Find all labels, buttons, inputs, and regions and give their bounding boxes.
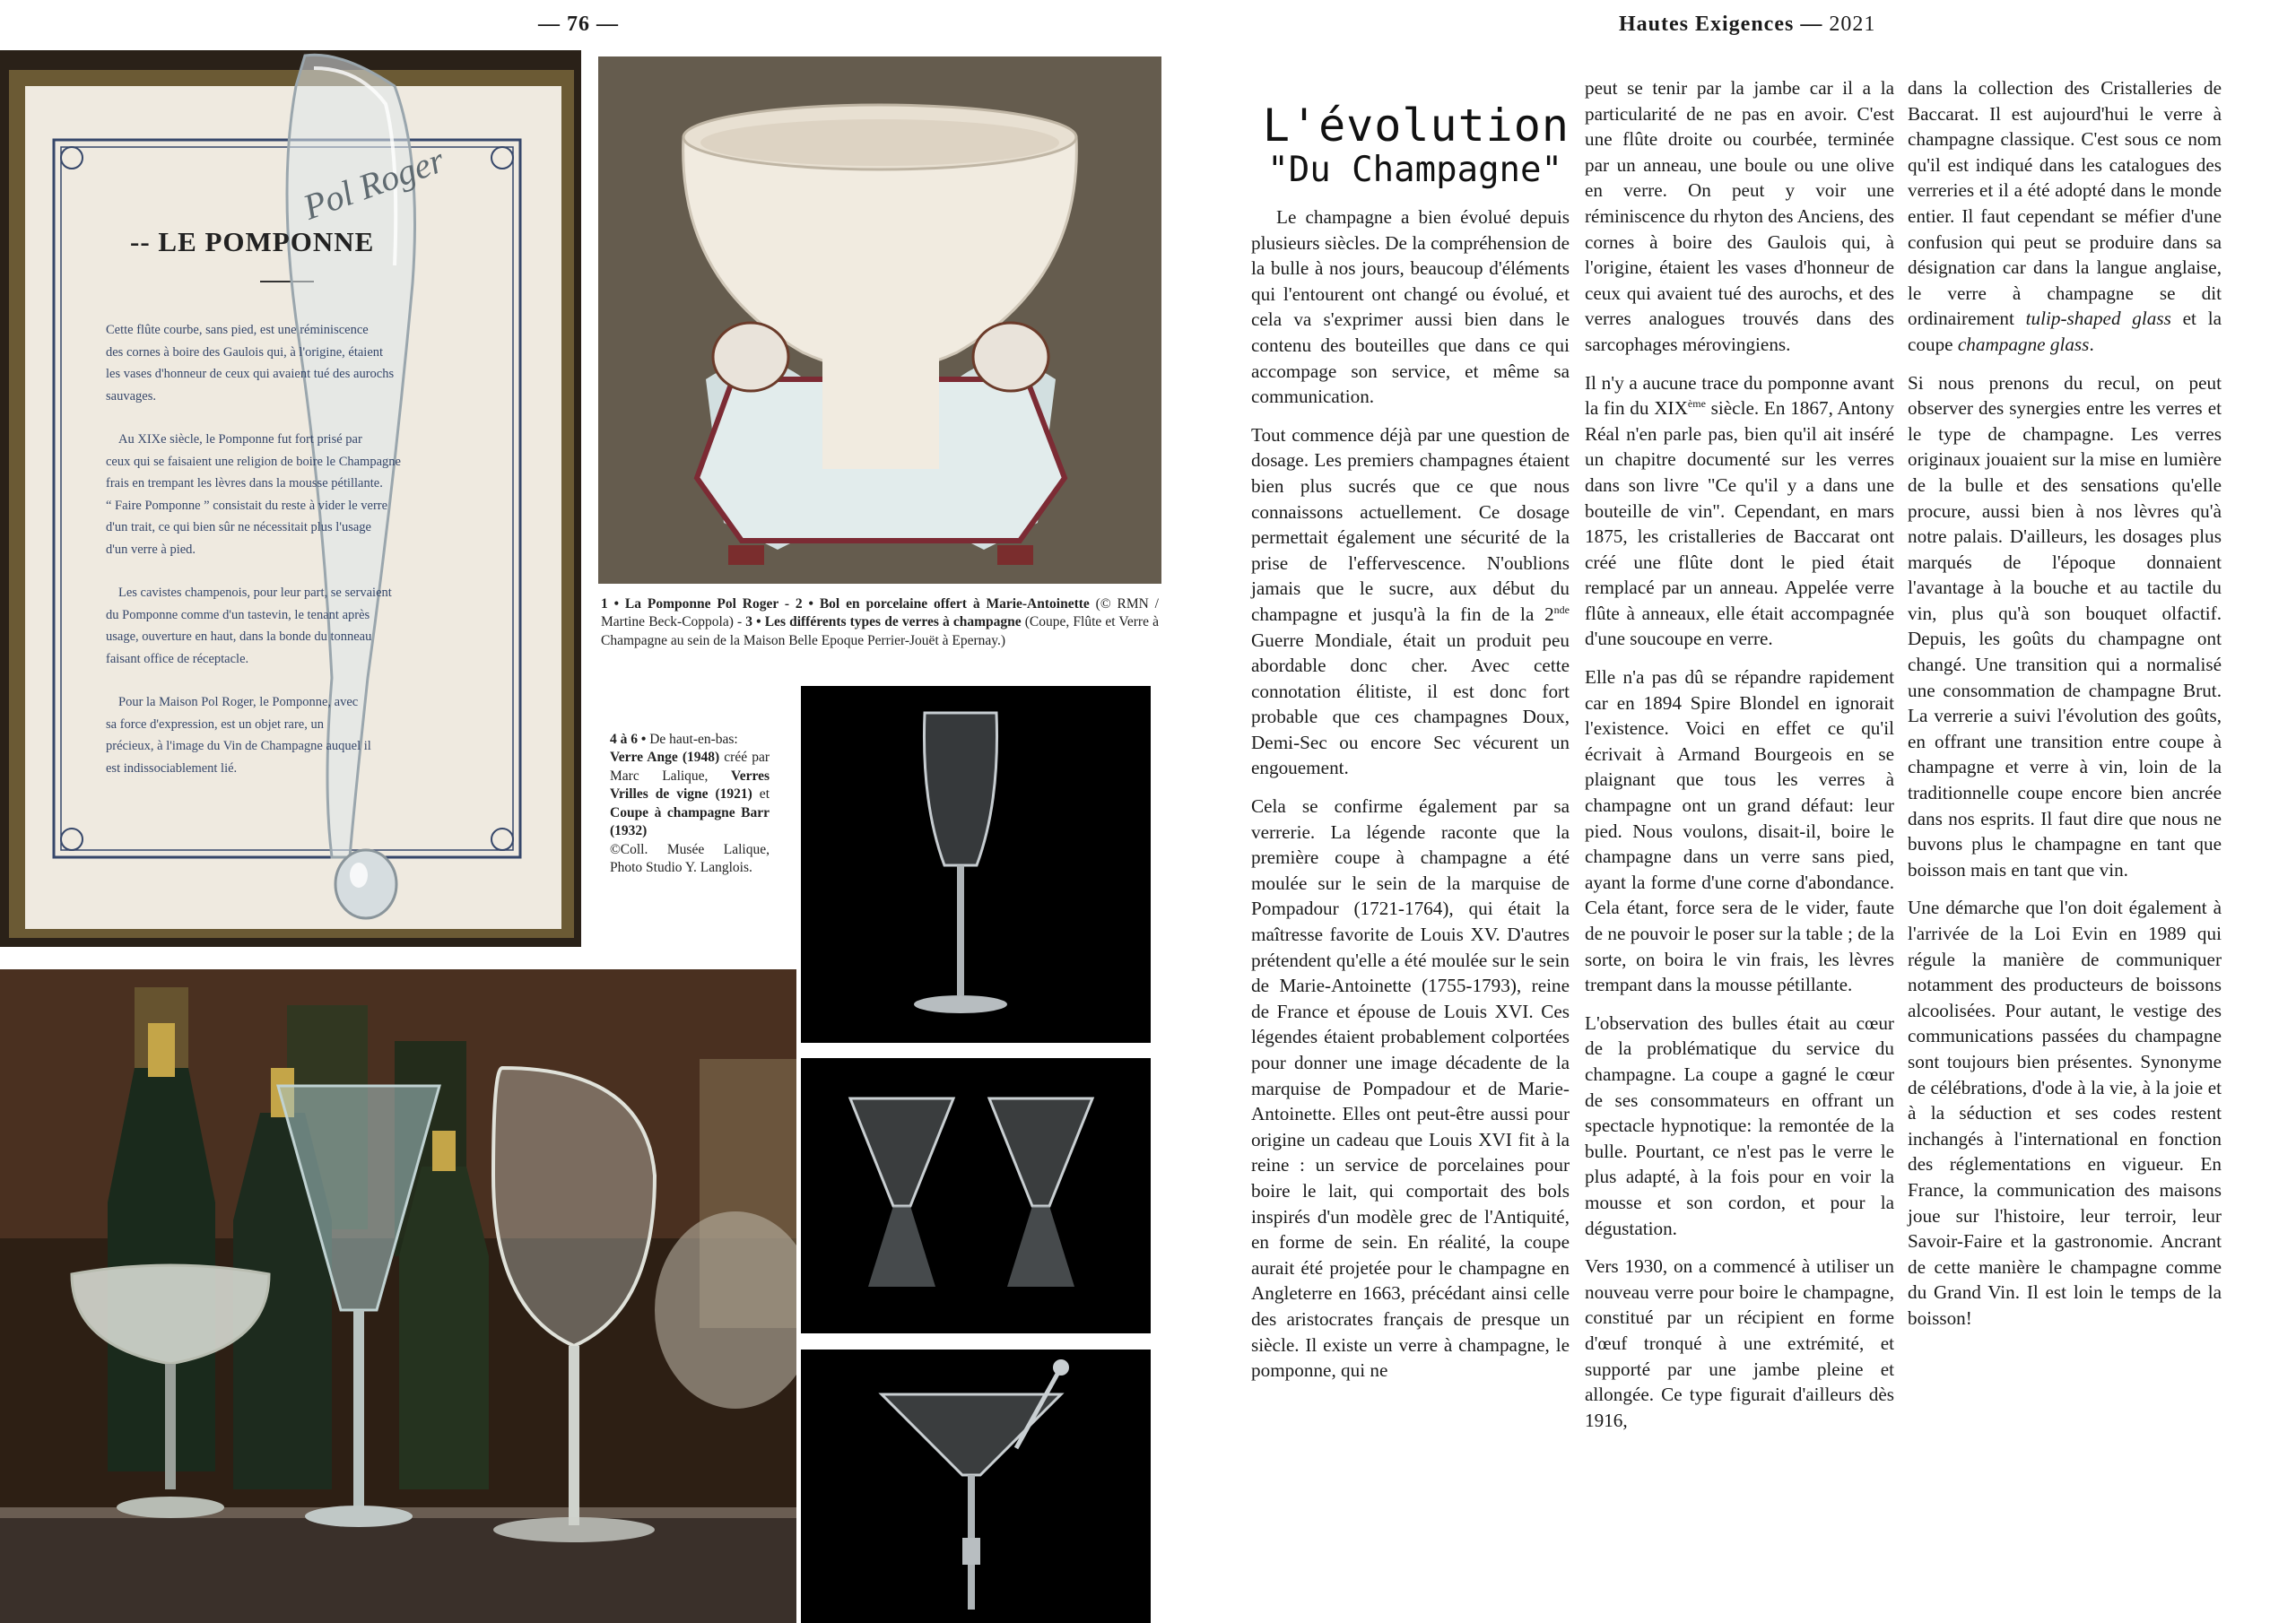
article-column-1 bbox=[1251, 204, 1570, 1396]
article-title bbox=[1251, 100, 1570, 190]
verres-vrilles-graphic bbox=[801, 1058, 1151, 1333]
col1-paragraph-2: Tout commence déjà par une question de dosage. Les premiers champagnes étaient bien plus sucrés que ce que nous connaissons actuellement. Ce dosage permettait également une sécurité de la prise de l'effervescence. N'oublions jamais que le sucre, aux début du champagne et jusqu'à la fin de la 2nde Guerre Mondiale, était un produit peu abordable donc cher. Avec cette connotation élitiste, il est donc fort probable que ces champagnes Doux, Demi-Sec ou encore Sec vécurent un engouement. bbox=[1251, 423, 1570, 779]
col2-paragraph-4: L'observation des bulles était au cœur de la problématique du service du champagne. La coupe a gagné le cœur de ses consommateurs en offrant un spectacle hypnotique: la remontée de la bulle. Pourtant, ce n'est pas le verre le plus adapté, à la fois pour en voir la mousse et son cordon, et pour la dégustation. bbox=[1585, 1011, 1894, 1239]
col1-paragraph-3: Cela se confirme également par sa verrerie. La légende raconte que la première coupe à champagne a été moulée sur le sein de la marquise de Pompadour (1721-1764), qui était la maîtresse favorite de Louis XV. D'autres prétendent qu'elle a été moulée sur le sein de Marie-Antoinette (1755-1793), reine de France et épouse de Louis XVI. Ces légendes étaient probablement colportées pour donner une image décadente de la marquise de Pompadour et de Marie-Antoinette. Elles ont peut-être aussi pour origine un cadeau que Louis XVI fit à la reine : un service de porcelaines pour boire le lait, qui comportait des bols inspirés d'un modèle grec de l'Antiquité, en forme de sein. En réalité, la coupe aurait été projetée pour le champagne en Angleterre en 1663, précédant ainsi celle des aristocrates français de presque un siècle. Il existe un verre à champagne, le pomponne, qui ne bbox=[1251, 795, 1570, 1382]
coupe-barr-graphic bbox=[801, 1350, 1151, 1623]
col2-paragraph-2: Il n'y a aucune trace du pomponne avant la fin du XIXème siècle. En 1867, Antony Réal n'en parle pas, bien qu'il ait inséré un chapitre documenté sur les verres dans son livre "Ce qu'il y a dans une bouteille de vin". Cependant, en mars 1875, les cristalleries de Baccarat ont créé une flûte dont le pied était remplacé par un anneau. Appelée verre flûte à anneaux, elle était accompagnée d'une soucoupe en verre. bbox=[1585, 371, 1894, 650]
header-separator: — bbox=[1800, 13, 1823, 36]
header-year: 2021 bbox=[1829, 13, 1876, 36]
col2-paragraph-5: Vers 1930, on a commencé à utiliser un nouveau verre pour boire le champagne, constitué par un récipient en forme d'œuf tronqué à une extrémité, et supporté par une jambe pleine et allongée. Ce type figurait d'ailleurs dès 1916, bbox=[1585, 1255, 1894, 1431]
pomponne-text: Cette flûte courbe, sans pied, est une réminiscence des cornes à boire des Gaulois qui, à l'origine, étaient les vases d'honneur de ceux qui avaient tué des aurochs sauvages. Au XIXe siècle, le Pomponne fut fort prisé par ceux qui se faisaient une religion de boire le Champagne frais en trempant les lèvres dans la mousse pétillante. “ Faire Pomponne ” consistait du reste à vider le verre d'un trait, ce qui bien sûr ne nécessitait plus l'usage d'un verre à pied. Les cavistes champenois, pour leur part, se servaient du Pomponne comme d'un tastevin, le tenant après usage, ouverture en haut, dans la bonde du tonneau faisant office de réceptacle. Pour la Maison Pol Roger, le Pomponne, avec sa force d'expression, est un objet rare, un précieux, à l'image du Vin de Champagne auquel il est indissociablement lié. bbox=[106, 323, 401, 776]
article-title-line1: L'évolution bbox=[1262, 100, 1570, 152]
running-header bbox=[1619, 13, 1875, 37]
porcelain-bowl-graphic bbox=[598, 56, 1161, 584]
caption-photos-4-6: 4 à 6 • De haut-en-bas: Verre Ange (1948) créé par Marc Lalique, Verres Vrilles de vigne (1921) et Coupe à champagne Barr (1932) ©Coll. Musée Lalique, Photo Studio Y. Langlois. bbox=[610, 732, 770, 876]
col2-paragraph-3: Elle n'a pas dû se répandre rapidement car en 1894 Spire Blondel en ignorait l'existence. Voici en effet ce qu'il écrivait à Armand Bourgeois en se plaignant que tous les verres à champagne ont un grand défaut: leur pied. Nous voulons, disait-il, boire le champagne dans un verre sans pied, ayant la forme d'une corne d'abondance. Cela étant, force sera de le vider, faute de ne pouvoir le poser sur la table ; de la sorte, on boira le vin frais, les lèvres trempant dans la mousse pétillante. bbox=[1585, 666, 1894, 996]
col2-paragraph-1: peut se tenir par la jambe car il a la particularité de ne pas en avoir. C'est une flûte droite ou courbée, terminée par un anneau, une boule ou une olive en verre. On peut y voir une réminiscence du rhyton des Anciens, des cornes à boire des Gaulois qui, à l'origine, étaient les vases d'honneur de ceux qui avaient tué des aurochs, et des verres analogues trouvés dans des sarcophages mérovingiens. bbox=[1585, 77, 1894, 355]
col3-paragraph-2: Si nous prenons du recul, on peut observer des synergies entre les verres et le type de champagne. Les verres originaux jouaient sur la mise en lumière de la bulle et des sensations qu'elle procure, aussi bien à nos lèvres qu'à notre palais. D'ailleurs, les dosages plus marqués de l'époque donnaient l'avantage à la bouche et au tactile du vin, plus qu'à son bouquet olfactif. Depuis, les goûts du champagne ont changé. Une transition qui a normalisé une consommation de champagne Brut. La verrerie a suivi l'évolution des goûts, en offrant une transition entre coupe à champagne et verre à vin, loin de la traditionnelle coupe encore bien ancrée dans nos esprits. Il faut dire que nous ne buvons plus le champagne en tant que boisson mais en tant que vin. bbox=[1908, 371, 2222, 881]
col3-paragraph-3: Une démarche que l'on doit également à l'arrivée de la Loi Evin en 1989 qui régule la manière de communiquer notamment des producteurs de boissons alcoolisées. Pour autant, le vestige des communications passées du champagne sont toujours bien présentes. Synonyme de célébrations, d'ode à la vie, à la joie et à la séduction et ses codes restent inchangés à l'international en fonction des réglementations en vigueur. En France, la communication des maisons joue sur l'histoire, leur terroir, leur Savoir-Faire et la gastronomie. Ancrant de cette manière le champagne comme du Grand Vin. Il est loin le temps de la boisson! bbox=[1908, 897, 2222, 1329]
photo-three-glasses bbox=[0, 969, 796, 1623]
photo-verres-vrilles bbox=[801, 1058, 1151, 1333]
caption-photos-1-3: 1 • La Pomponne Pol Roger - 2 • Bol en porcelaine offert à Marie-Antoinette (© RMN / Martine Beck-Coppola) - 3 • Les différents types de verres à champagne (Coupe, Flûte et Verre à Champagne au sein de la Maison Belle Epoque Perrier-Jouët à Epernay.) bbox=[601, 596, 1159, 648]
page-number: — 76 — bbox=[538, 13, 619, 36]
col1-paragraph-1: Le champagne a bien évolué depuis plusieurs siècles. De la compréhension de la bulle à nos jours, beaucoup d'éléments qui l'entourent ont changé ou évolué, et cela va s'exprimer aussi bien dans le contenu des bouteilles que dans ce qui accompage son service, et même sa communication. bbox=[1251, 206, 1570, 408]
magazine-title: Hautes Exigences bbox=[1619, 13, 1795, 36]
article-title-line2: "Du Champagne" bbox=[1267, 150, 1562, 190]
photo-coupe-barr bbox=[801, 1350, 1151, 1623]
pomponne-engraving: Pol Roger bbox=[298, 139, 450, 228]
three-glasses-graphic bbox=[0, 969, 796, 1623]
pomponne-heading: -- LE POMPONNE bbox=[130, 226, 375, 257]
photo-pomponne bbox=[0, 50, 581, 947]
verre-ange-graphic bbox=[801, 686, 1151, 1043]
article-column-3 bbox=[1908, 75, 2222, 1344]
photo-porcelain-bowl bbox=[598, 56, 1161, 584]
photo-verre-ange bbox=[801, 686, 1151, 1043]
article-column-2 bbox=[1585, 75, 1894, 1445]
col3-paragraph-1: dans la collection des Cristalleries de Baccarat. Il est aujourd'hui le verre à champagne classique. C'est sous ce nom qu'il est indiqué dans les catalogues des verreries et il a été adopté dans le monde entier. Il faut cependant se méfier d'une confusion qui peut se produire dans sa désignation car dans la langue anglaise, le verre à champagne se dit ordinairement tulip-shaped glass et la coupe champagne glass. bbox=[1908, 77, 2222, 355]
